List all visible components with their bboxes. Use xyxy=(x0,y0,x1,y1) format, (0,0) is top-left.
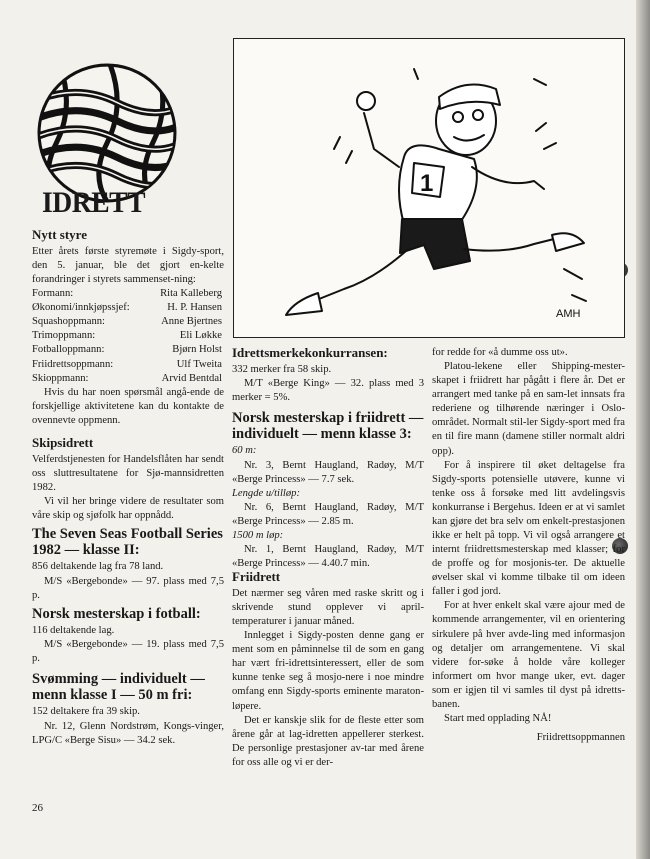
merke-heading: Idrettsmerkekonkurransen: xyxy=(232,345,388,360)
roster-name: H. P. Hansen xyxy=(167,302,222,314)
seven-seas-p2: M/S «Bergebonde» — 97. plass med 7,5 p. xyxy=(32,575,224,601)
roster-role: Formann: xyxy=(32,288,74,300)
svomming-p2: Nr. 12, Glenn Nordstrøm, Kongs-vinger, LPG/C «Berge Sisu» — 34.2 sek. xyxy=(32,720,224,746)
result-60m: Nr. 3, Bernt Haugland, Radøy, M/T «Berge Princess» — 7.7 sek. xyxy=(232,459,424,485)
nytt-styre-heading: Nytt styre xyxy=(32,227,87,242)
col3-p3: For å inspirere til øket deltagelse fra Sigdy-sports potensielle utøvere, kunne vi tenke oss å forsøke med litt avdelingsvis konkurranse i Bergehus. Ideen er at vi samlet kan gjøre det bra selv om enkelt-prestasjonen ikke er helt på topp. Vi vil også arrangere et internt friidrettsmesterskap med klasser; for de proffe og for mosjonis-ter. De aktuelle øvelser skal vi komme tilbake til om ideen faller i god jord. xyxy=(432,459,625,598)
roster-row xyxy=(32,315,222,329)
merke-p2: M/T «Berge King» — 32. plass med 3 merker = 5%. xyxy=(232,378,424,404)
nm-fotball-section xyxy=(32,606,224,666)
roster-row xyxy=(32,372,222,386)
roster-name: Rita Kalleberg xyxy=(160,288,222,300)
roster-role: Økonomi/innkjøpssjef: xyxy=(32,302,130,314)
friidrett-p2: Innlegget i Sigdy-posten denne gang er ment som en påminnelse til de som en gang har vært fri-idrettsinteressert, eller de som kunne tenke seg å mosjo-nere i noe mindre omfang enn Sigdy-sports eminente maraton-løpere. xyxy=(232,630,424,712)
skipsidrett-section xyxy=(32,436,224,523)
result-1500m: Nr. 1, Bernt Haugland, Radøy, M/T «Berge Princess» — 4.40.7 min. xyxy=(232,544,424,570)
runner-illustration xyxy=(233,38,625,338)
cartoon-runner xyxy=(234,39,624,337)
seven-seas-p1: 856 deltakende lag fra 78 land. xyxy=(32,561,164,573)
board-roster xyxy=(32,287,222,386)
roster-name: Bjørn Holst xyxy=(172,344,222,356)
skipsidrett-heading: Skipsidrett xyxy=(32,435,94,450)
skipsidrett-p1: Velferdstjenesten for Handelsflåten har sendt oss sluttresultatene for Sjø-mannsidretten 1982. xyxy=(32,453,224,494)
skipsidrett-p2: Vi vil her bringe videre de resultater som våre skip og sjøfolk har oppnådd. xyxy=(32,496,224,522)
roster-name: Anne Bjertnes xyxy=(161,316,222,328)
roster-row xyxy=(32,287,222,301)
nytt-styre-section xyxy=(32,228,224,428)
result-lengde: Nr. 6, Bernt Haugland, Radøy, M/T «Berge Princess» — 2.85 m. xyxy=(232,501,424,527)
nm-friidrett-section xyxy=(232,410,424,571)
friidrett-p3: Det er kanskje slik for de fleste etter som årene går at lag-idretten appellerer sterkest. De personlige prestasjoner av-tar med årene for oss alle og vi er der- xyxy=(232,714,424,768)
roster-row xyxy=(32,329,222,343)
event-lengde: Lengde u/tilløp: xyxy=(232,487,300,499)
seven-seas-heading: The Seven Seas Football Series 1982 — klasse II: xyxy=(32,526,223,559)
roster-row xyxy=(32,358,222,372)
col3-p5: Start med opplading NÅ! xyxy=(444,713,552,725)
shirt-number: 1 xyxy=(420,170,434,197)
roster-row xyxy=(32,343,222,357)
article-signature: Friidrettsoppmannen xyxy=(536,732,625,744)
svomming-section xyxy=(32,671,224,748)
nm-fotball-p1: 116 deltakende lag. xyxy=(32,625,115,637)
nm-friidrett-heading: Norsk mesterskap i friidrett — individuelt — menn klasse 3: xyxy=(232,410,424,443)
section-title: IDRETT xyxy=(42,186,146,219)
friidrett-section xyxy=(232,570,424,770)
col3-p4: For at hver enkelt skal være ajour med de kommende arrangementer, vil en orientering sirkulere på hver avde-ling med informasjon og detaljer om arrangementene. Vi skal videre for-søke å holde våre kolleger informert om hvor mange uker, evt. dager som er igjen til vi samles til dyst på idretts-banen. xyxy=(432,600,625,710)
col3-p1: for redde for «å dumme oss ut». xyxy=(432,347,568,358)
roster-name: Arvid Bentdal xyxy=(161,372,222,384)
seven-seas-section xyxy=(32,526,224,603)
page-number: 26 xyxy=(32,802,43,814)
col3-p2: Platou-lekene eller Shipping-mester-skapet i friidrett har pågått i flere år. Det er arrangert med tanke på en sam-let innsats fra rederiene og tilhørende næringer i Oslo-området. Normalt stil-ler Sigdy-sport med fra en til fire mann (damene stiller normalt aldri opp). xyxy=(432,361,625,457)
friidrett-p1: Det nærmer seg våren med raske skritt og i skrivende stund opplever vi april-temperaturer i januar måned. xyxy=(232,587,424,628)
event-60m: 60 m: xyxy=(232,445,257,457)
rope-ball-logo xyxy=(36,62,178,204)
nm-fotball-p2: M/S «Bergebonde» — 19. plass med 7,5 p. xyxy=(32,639,224,665)
roster-role: Friidrettsoppmann: xyxy=(32,358,114,370)
merke-p1: 332 merker fra 58 skip. xyxy=(232,363,332,375)
roster-role: Squashoppmann: xyxy=(32,316,105,328)
svomming-heading: Svømming — individuelt — menn klasse I — 50 m fri: xyxy=(32,671,205,704)
roster-name: Eli Løkke xyxy=(179,330,222,342)
friidrett-heading: Friidrett xyxy=(232,569,281,584)
merke-section xyxy=(232,346,424,405)
event-1500m: 1500 m løp: xyxy=(232,529,284,541)
nm-fotball-heading: Norsk mesterskap i fotball: xyxy=(32,606,201,622)
nytt-styre-outro: Hvis du har noen spørsmål angå-ende de forskjellige aktivitetene kan du kontakte de ovennevte oppmenn. xyxy=(32,386,224,426)
column-right xyxy=(432,346,625,743)
roster-row xyxy=(32,301,222,315)
roster-role: Skioppmann: xyxy=(32,372,89,384)
roster-role: Trimoppmann: xyxy=(32,330,96,342)
page-edge xyxy=(636,0,650,859)
roster-role: Fotballoppmann: xyxy=(32,344,105,356)
roster-name: Ulf Tweita xyxy=(176,358,222,370)
nytt-styre-intro: Etter årets første styremøte i Sigdy-sport, den 5. januar, ble det gjort en-kelte forandringer i styrets sammenset-ning: xyxy=(32,245,224,286)
svomming-p1: 152 deltakere fra 39 skip. xyxy=(32,706,140,718)
illustrator-signature: AMH xyxy=(556,308,581,320)
